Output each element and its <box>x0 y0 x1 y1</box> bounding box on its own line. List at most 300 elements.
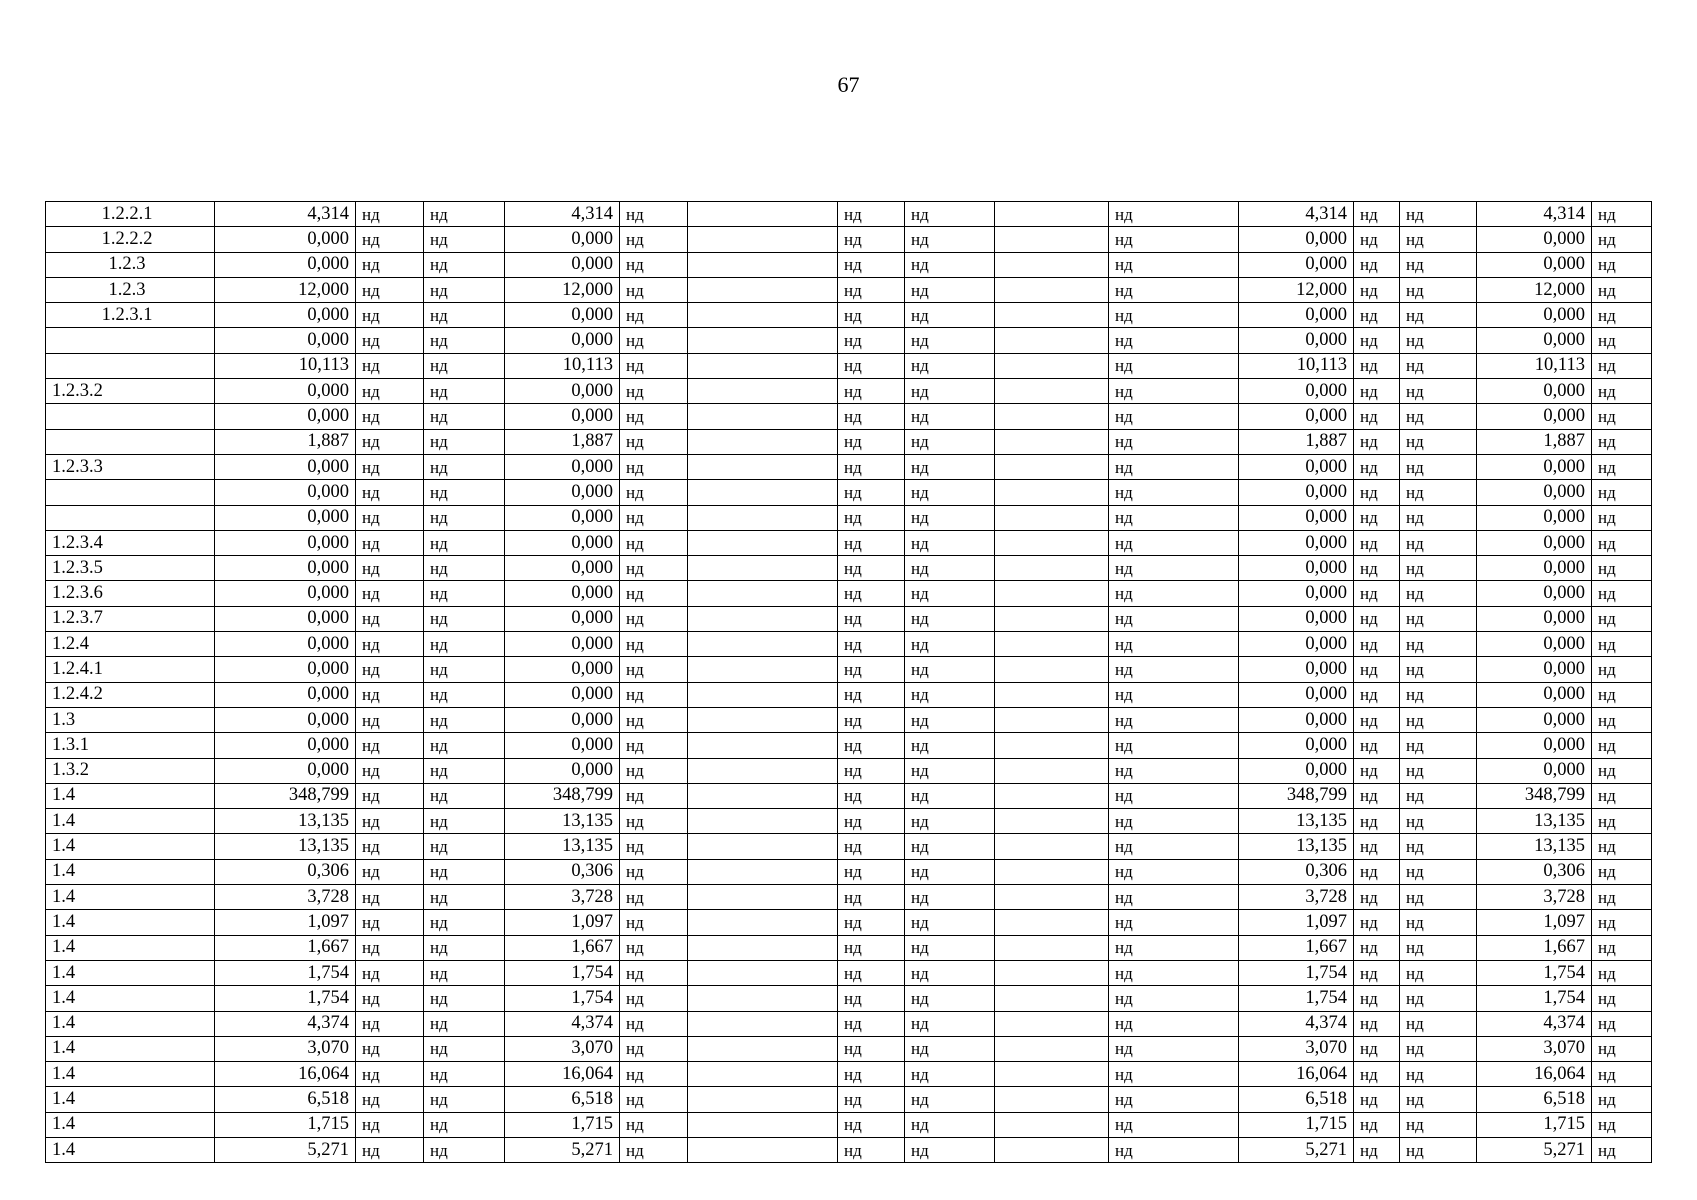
cell-code: 1.2.3.2 <box>46 379 215 404</box>
cell-nd-8: нд <box>1400 682 1477 707</box>
cell-code: 1.4 <box>46 834 215 859</box>
cell-value-c: 0,306 <box>1239 859 1354 884</box>
cell-nd-6: нд <box>1109 202 1239 227</box>
cell-value-b: 0,000 <box>505 581 620 606</box>
cell-nd-1: нд <box>356 379 424 404</box>
cell-value-c: 1,754 <box>1239 960 1354 985</box>
cell-nd-7: нд <box>1354 1137 1400 1162</box>
cell-nd-1: нд <box>356 353 424 378</box>
cell-value-c: 4,314 <box>1239 202 1354 227</box>
cell-value-c: 0,000 <box>1239 632 1354 657</box>
cell-code <box>46 429 215 454</box>
cell-value-d: 13,135 <box>1477 834 1592 859</box>
cell-value-a: 10,113 <box>215 353 356 378</box>
cell-nd-7: нд <box>1354 986 1400 1011</box>
cell-blank-1 <box>688 758 838 783</box>
cell-value-c: 0,000 <box>1239 606 1354 631</box>
table-row <box>46 733 1652 758</box>
cell-blank-2 <box>995 556 1109 581</box>
cell-nd-8: нд <box>1400 404 1477 429</box>
cell-blank-2 <box>995 505 1109 530</box>
cell-nd-6: нд <box>1109 986 1239 1011</box>
cell-nd-5: нд <box>905 859 995 884</box>
cell-nd-3: нд <box>620 581 688 606</box>
cell-blank-2 <box>995 834 1109 859</box>
cell-value-d: 13,135 <box>1477 809 1592 834</box>
cell-nd-2: нд <box>424 935 505 960</box>
cell-value-b: 0,000 <box>505 530 620 555</box>
cell-nd-3: нд <box>620 277 688 302</box>
cell-nd-8: нд <box>1400 859 1477 884</box>
cell-nd-8: нд <box>1400 809 1477 834</box>
cell-value-b: 0,000 <box>505 657 620 682</box>
table-row <box>46 404 1652 429</box>
cell-code: 1.2.3.1 <box>46 303 215 328</box>
cell-nd-3: нд <box>620 530 688 555</box>
cell-nd-3: нд <box>620 1112 688 1137</box>
cell-nd-9: нд <box>1592 834 1652 859</box>
cell-blank-1 <box>688 328 838 353</box>
cell-nd-5: нд <box>905 986 995 1011</box>
cell-nd-3: нд <box>620 657 688 682</box>
cell-value-c: 16,064 <box>1239 1062 1354 1087</box>
cell-nd-8: нд <box>1400 480 1477 505</box>
cell-value-d: 0,000 <box>1477 682 1592 707</box>
cell-nd-9: нд <box>1592 986 1652 1011</box>
cell-nd-1: нд <box>356 505 424 530</box>
cell-value-a: 1,667 <box>215 935 356 960</box>
cell-nd-6: нд <box>1109 1087 1239 1112</box>
cell-nd-7: нд <box>1354 454 1400 479</box>
cell-value-a: 0,000 <box>215 707 356 732</box>
cell-value-c: 0,000 <box>1239 404 1354 429</box>
cell-nd-8: нд <box>1400 328 1477 353</box>
cell-nd-7: нд <box>1354 859 1400 884</box>
cell-nd-4: нд <box>838 454 905 479</box>
cell-nd-4: нд <box>838 733 905 758</box>
cell-nd-8: нд <box>1400 1087 1477 1112</box>
cell-nd-6: нд <box>1109 733 1239 758</box>
cell-blank-2 <box>995 606 1109 631</box>
cell-value-b: 0,000 <box>505 556 620 581</box>
page-number: 67 <box>837 72 860 97</box>
cell-nd-2: нд <box>424 328 505 353</box>
table-row <box>46 809 1652 834</box>
cell-nd-4: нд <box>838 1137 905 1162</box>
cell-nd-8: нд <box>1400 556 1477 581</box>
cell-nd-9: нд <box>1592 1112 1652 1137</box>
cell-nd-7: нд <box>1354 935 1400 960</box>
cell-nd-6: нд <box>1109 657 1239 682</box>
cell-nd-3: нд <box>620 859 688 884</box>
cell-nd-5: нд <box>905 303 995 328</box>
cell-blank-1 <box>688 581 838 606</box>
cell-nd-9: нд <box>1592 809 1652 834</box>
cell-nd-5: нд <box>905 707 995 732</box>
cell-nd-6: нд <box>1109 1137 1239 1162</box>
cell-nd-9: нд <box>1592 758 1652 783</box>
cell-nd-7: нд <box>1354 707 1400 732</box>
cell-nd-9: нд <box>1592 404 1652 429</box>
cell-blank-2 <box>995 530 1109 555</box>
cell-code: 1.4 <box>46 1087 215 1112</box>
cell-value-c: 0,000 <box>1239 379 1354 404</box>
cell-code: 1.4 <box>46 859 215 884</box>
cell-value-d: 0,000 <box>1477 530 1592 555</box>
cell-value-d: 0,000 <box>1477 480 1592 505</box>
cell-nd-1: нд <box>356 303 424 328</box>
cell-nd-9: нд <box>1592 783 1652 808</box>
cell-nd-4: нд <box>838 834 905 859</box>
cell-value-d: 4,374 <box>1477 1011 1592 1036</box>
cell-value-d: 0,000 <box>1477 328 1592 353</box>
cell-code: 1.4 <box>46 935 215 960</box>
cell-nd-3: нд <box>620 379 688 404</box>
cell-nd-2: нд <box>424 809 505 834</box>
cell-blank-2 <box>995 758 1109 783</box>
cell-blank-1 <box>688 556 838 581</box>
cell-nd-9: нд <box>1592 454 1652 479</box>
cell-blank-2 <box>995 657 1109 682</box>
cell-nd-9: нд <box>1592 960 1652 985</box>
cell-nd-2: нд <box>424 657 505 682</box>
cell-blank-1 <box>688 935 838 960</box>
cell-nd-1: нд <box>356 227 424 252</box>
cell-value-a: 348,799 <box>215 783 356 808</box>
cell-value-a: 3,070 <box>215 1036 356 1061</box>
cell-nd-4: нд <box>838 682 905 707</box>
cell-nd-2: нд <box>424 1062 505 1087</box>
cell-nd-2: нд <box>424 834 505 859</box>
cell-value-a: 0,306 <box>215 859 356 884</box>
table-row <box>46 556 1652 581</box>
cell-value-a: 1,097 <box>215 910 356 935</box>
cell-value-a: 6,518 <box>215 1087 356 1112</box>
cell-blank-2 <box>995 1112 1109 1137</box>
cell-blank-2 <box>995 454 1109 479</box>
cell-nd-9: нд <box>1592 556 1652 581</box>
cell-nd-2: нд <box>424 1011 505 1036</box>
cell-nd-5: нд <box>905 910 995 935</box>
cell-blank-1 <box>688 783 838 808</box>
cell-nd-1: нд <box>356 1137 424 1162</box>
cell-nd-7: нд <box>1354 657 1400 682</box>
cell-blank-2 <box>995 379 1109 404</box>
cell-nd-4: нд <box>838 353 905 378</box>
cell-nd-8: нд <box>1400 454 1477 479</box>
cell-nd-6: нд <box>1109 379 1239 404</box>
cell-nd-1: нд <box>356 252 424 277</box>
cell-blank-1 <box>688 404 838 429</box>
cell-nd-3: нд <box>620 606 688 631</box>
cell-nd-2: нд <box>424 353 505 378</box>
cell-value-a: 0,000 <box>215 454 356 479</box>
cell-value-c: 0,000 <box>1239 733 1354 758</box>
table-row <box>46 227 1652 252</box>
table-row <box>46 783 1652 808</box>
cell-value-d: 0,000 <box>1477 707 1592 732</box>
cell-blank-1 <box>688 1062 838 1087</box>
cell-nd-2: нд <box>424 454 505 479</box>
cell-nd-6: нд <box>1109 1011 1239 1036</box>
cell-nd-7: нд <box>1354 530 1400 555</box>
cell-nd-3: нд <box>620 505 688 530</box>
cell-value-c: 0,000 <box>1239 480 1354 505</box>
cell-code <box>46 353 215 378</box>
cell-nd-6: нд <box>1109 328 1239 353</box>
cell-nd-9: нд <box>1592 733 1652 758</box>
cell-nd-8: нд <box>1400 1011 1477 1036</box>
cell-nd-1: нд <box>356 682 424 707</box>
cell-code: 1.2.3.7 <box>46 606 215 631</box>
table-row <box>46 581 1652 606</box>
cell-nd-9: нд <box>1592 1062 1652 1087</box>
cell-nd-7: нд <box>1354 1036 1400 1061</box>
cell-value-b: 0,000 <box>505 227 620 252</box>
cell-value-c: 10,113 <box>1239 353 1354 378</box>
cell-blank-1 <box>688 303 838 328</box>
cell-value-d: 0,000 <box>1477 404 1592 429</box>
cell-blank-2 <box>995 404 1109 429</box>
cell-nd-8: нд <box>1400 277 1477 302</box>
cell-blank-1 <box>688 1087 838 1112</box>
cell-nd-4: нд <box>838 1112 905 1137</box>
cell-nd-6: нд <box>1109 783 1239 808</box>
cell-blank-2 <box>995 1062 1109 1087</box>
cell-nd-9: нд <box>1592 429 1652 454</box>
cell-value-a: 1,715 <box>215 1112 356 1137</box>
cell-value-a: 0,000 <box>215 657 356 682</box>
cell-nd-6: нд <box>1109 556 1239 581</box>
cell-nd-8: нд <box>1400 606 1477 631</box>
cell-nd-5: нд <box>905 606 995 631</box>
cell-blank-1 <box>688 707 838 732</box>
cell-code: 1.2.4.2 <box>46 682 215 707</box>
cell-blank-2 <box>995 960 1109 985</box>
cell-nd-8: нд <box>1400 227 1477 252</box>
cell-nd-8: нд <box>1400 353 1477 378</box>
cell-nd-7: нд <box>1354 1062 1400 1087</box>
table-row <box>46 758 1652 783</box>
cell-blank-2 <box>995 227 1109 252</box>
cell-nd-3: нд <box>620 885 688 910</box>
table-row <box>46 1087 1652 1112</box>
cell-nd-5: нд <box>905 379 995 404</box>
cell-blank-1 <box>688 606 838 631</box>
cell-blank-2 <box>995 480 1109 505</box>
cell-code: 1.4 <box>46 885 215 910</box>
cell-nd-9: нд <box>1592 1011 1652 1036</box>
cell-nd-4: нд <box>838 404 905 429</box>
cell-value-d: 0,000 <box>1477 454 1592 479</box>
cell-nd-4: нд <box>838 809 905 834</box>
cell-blank-2 <box>995 885 1109 910</box>
cell-nd-6: нд <box>1109 935 1239 960</box>
table-row <box>46 1112 1652 1137</box>
cell-nd-2: нд <box>424 960 505 985</box>
cell-code: 1.4 <box>46 960 215 985</box>
table-row <box>46 480 1652 505</box>
cell-nd-6: нд <box>1109 353 1239 378</box>
cell-value-c: 5,271 <box>1239 1137 1354 1162</box>
cell-nd-1: нд <box>356 1062 424 1087</box>
cell-nd-1: нд <box>356 885 424 910</box>
cell-nd-9: нд <box>1592 935 1652 960</box>
cell-nd-4: нд <box>838 960 905 985</box>
cell-value-a: 5,271 <box>215 1137 356 1162</box>
cell-nd-7: нд <box>1354 480 1400 505</box>
cell-nd-7: нд <box>1354 353 1400 378</box>
cell-nd-5: нд <box>905 783 995 808</box>
cell-nd-1: нд <box>356 202 424 227</box>
cell-nd-6: нд <box>1109 707 1239 732</box>
cell-nd-5: нд <box>905 758 995 783</box>
cell-value-a: 4,314 <box>215 202 356 227</box>
cell-nd-3: нд <box>620 682 688 707</box>
cell-value-a: 0,000 <box>215 480 356 505</box>
cell-nd-6: нд <box>1109 303 1239 328</box>
cell-value-a: 0,000 <box>215 733 356 758</box>
cell-nd-5: нд <box>905 202 995 227</box>
cell-value-a: 0,000 <box>215 758 356 783</box>
cell-nd-1: нд <box>356 277 424 302</box>
cell-blank-2 <box>995 783 1109 808</box>
cell-nd-5: нд <box>905 480 995 505</box>
cell-value-d: 1,754 <box>1477 960 1592 985</box>
cell-blank-2 <box>995 632 1109 657</box>
cell-blank-1 <box>688 429 838 454</box>
cell-code: 1.2.3.6 <box>46 581 215 606</box>
cell-nd-1: нд <box>356 581 424 606</box>
cell-value-b: 4,374 <box>505 1011 620 1036</box>
cell-blank-2 <box>995 581 1109 606</box>
cell-nd-9: нд <box>1592 277 1652 302</box>
cell-code: 1.2.3 <box>46 252 215 277</box>
cell-nd-3: нд <box>620 429 688 454</box>
cell-nd-8: нд <box>1400 783 1477 808</box>
cell-nd-5: нд <box>905 454 995 479</box>
cell-nd-5: нд <box>905 885 995 910</box>
cell-value-a: 0,000 <box>215 682 356 707</box>
table-row <box>46 986 1652 1011</box>
cell-blank-1 <box>688 1011 838 1036</box>
cell-code <box>46 480 215 505</box>
table-row <box>46 885 1652 910</box>
cell-value-d: 16,064 <box>1477 1062 1592 1087</box>
cell-nd-1: нд <box>356 1036 424 1061</box>
cell-nd-7: нд <box>1354 227 1400 252</box>
cell-nd-3: нд <box>620 202 688 227</box>
cell-nd-3: нд <box>620 328 688 353</box>
cell-nd-7: нд <box>1354 960 1400 985</box>
cell-nd-8: нд <box>1400 733 1477 758</box>
cell-code: 1.3.2 <box>46 758 215 783</box>
cell-code: 1.4 <box>46 1137 215 1162</box>
cell-nd-4: нд <box>838 505 905 530</box>
cell-nd-6: нд <box>1109 960 1239 985</box>
cell-nd-1: нд <box>356 606 424 631</box>
cell-code: 1.2.2.2 <box>46 227 215 252</box>
cell-nd-4: нд <box>838 707 905 732</box>
table-row <box>46 303 1652 328</box>
cell-nd-8: нд <box>1400 1137 1477 1162</box>
cell-value-b: 6,518 <box>505 1087 620 1112</box>
cell-nd-3: нд <box>620 834 688 859</box>
cell-value-c: 1,715 <box>1239 1112 1354 1137</box>
cell-nd-9: нд <box>1592 252 1652 277</box>
cell-value-d: 0,000 <box>1477 303 1592 328</box>
cell-nd-3: нд <box>620 556 688 581</box>
cell-nd-7: нд <box>1354 783 1400 808</box>
cell-nd-1: нд <box>356 986 424 1011</box>
cell-nd-9: нд <box>1592 1036 1652 1061</box>
cell-nd-2: нд <box>424 252 505 277</box>
cell-code <box>46 505 215 530</box>
cell-nd-5: нд <box>905 935 995 960</box>
cell-value-d: 0,000 <box>1477 227 1592 252</box>
cell-nd-8: нд <box>1400 910 1477 935</box>
cell-blank-2 <box>995 328 1109 353</box>
cell-nd-5: нд <box>905 632 995 657</box>
cell-blank-2 <box>995 277 1109 302</box>
cell-blank-1 <box>688 454 838 479</box>
cell-value-c: 0,000 <box>1239 505 1354 530</box>
cell-nd-5: нд <box>905 1137 995 1162</box>
cell-nd-7: нд <box>1354 758 1400 783</box>
cell-value-b: 0,000 <box>505 252 620 277</box>
cell-nd-5: нд <box>905 960 995 985</box>
cell-nd-8: нд <box>1400 303 1477 328</box>
cell-nd-5: нд <box>905 1036 995 1061</box>
cell-nd-5: нд <box>905 353 995 378</box>
cell-nd-8: нд <box>1400 1036 1477 1061</box>
cell-blank-2 <box>995 859 1109 884</box>
cell-nd-4: нд <box>838 1011 905 1036</box>
cell-nd-5: нд <box>905 1087 995 1112</box>
cell-nd-8: нд <box>1400 885 1477 910</box>
cell-nd-3: нд <box>620 809 688 834</box>
cell-nd-4: нд <box>838 986 905 1011</box>
cell-nd-6: нд <box>1109 530 1239 555</box>
table-row <box>46 252 1652 277</box>
cell-nd-8: нд <box>1400 632 1477 657</box>
cell-nd-2: нд <box>424 480 505 505</box>
cell-blank-1 <box>688 657 838 682</box>
cell-nd-1: нд <box>356 404 424 429</box>
cell-value-a: 4,374 <box>215 1011 356 1036</box>
cell-nd-4: нд <box>838 935 905 960</box>
cell-nd-8: нд <box>1400 834 1477 859</box>
cell-nd-2: нд <box>424 303 505 328</box>
cell-nd-8: нд <box>1400 960 1477 985</box>
cell-value-c: 13,135 <box>1239 809 1354 834</box>
cell-code: 1.4 <box>46 1036 215 1061</box>
cell-nd-1: нд <box>356 429 424 454</box>
cell-nd-1: нд <box>356 834 424 859</box>
cell-blank-1 <box>688 252 838 277</box>
cell-value-d: 1,667 <box>1477 935 1592 960</box>
cell-nd-6: нд <box>1109 834 1239 859</box>
cell-value-d: 0,000 <box>1477 632 1592 657</box>
cell-nd-2: нд <box>424 986 505 1011</box>
cell-nd-7: нд <box>1354 429 1400 454</box>
cell-nd-2: нд <box>424 1137 505 1162</box>
cell-nd-7: нд <box>1354 1087 1400 1112</box>
cell-nd-8: нд <box>1400 657 1477 682</box>
cell-nd-9: нд <box>1592 480 1652 505</box>
cell-nd-8: нд <box>1400 1112 1477 1137</box>
cell-nd-8: нд <box>1400 505 1477 530</box>
